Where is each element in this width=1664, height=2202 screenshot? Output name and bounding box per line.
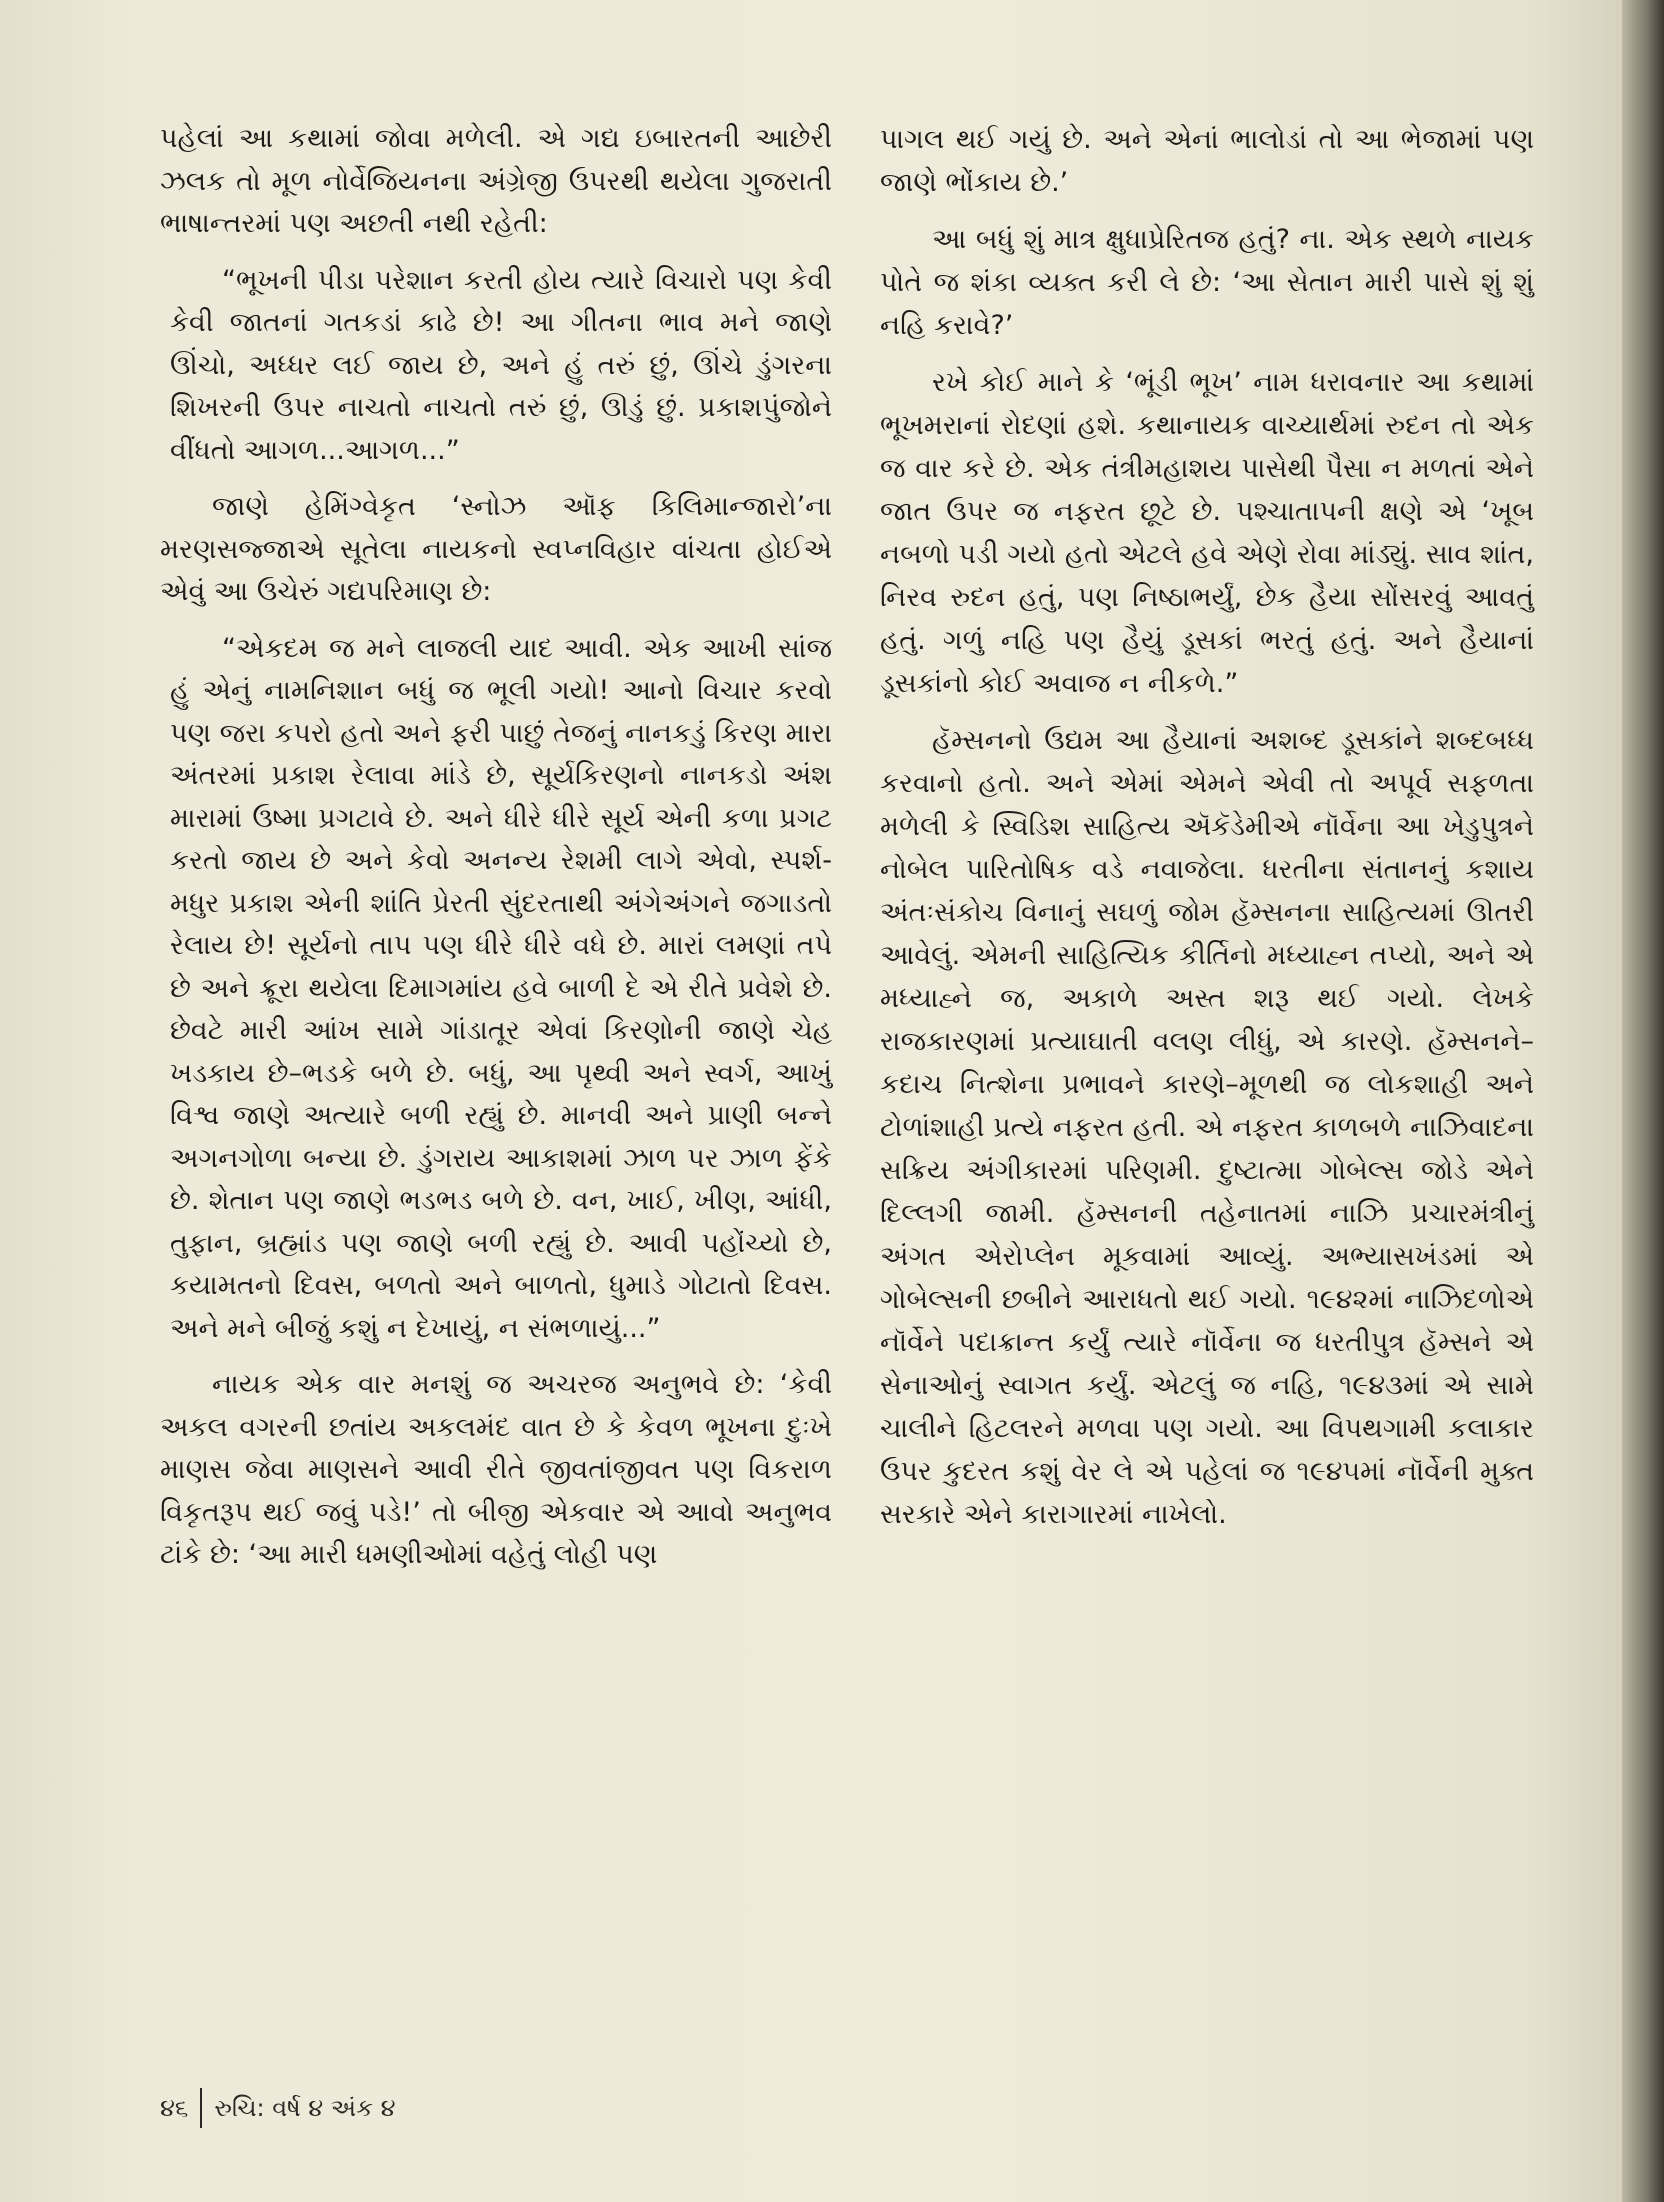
- paragraph: હૅમ્સનનો ઉદ્યમ આ હૈયાનાં અશબ્દ ડૂસકાંને શબ્દબધ્ધ કરવાનો હતો. અને એમાં એમને એવી તો અપૂર્વ સફળતા મળેલી કે સ્વિડિશ સાહિત્ય ઍકૅડેમીએ નૉર્વેના આ ખેડુપુત્રને નોબેલ પારિતોષિક વડે નવાજેલા. ધરતીના સંતાનનું કશાય અંતઃસંકોચ વિનાનું સઘળું જોમ હૅમ્સનના સાહિત્યમાં ઊતરી આવેલું. એમની સાહિત્યિક કીર્તિનો મધ્યાહ્ન તપ્યો, અને એ મધ્યાહ્ને જ, અકાળે અસ્ત શરૂ થઈ ગયો. લેખકે રાજકારણમાં પ્રત્યાઘાતી વલણ લીધું, એ કારણે. હૅમ્સનને–કદાચ નિત્શેના પ્રભાવને કારણે–મૂળથી જ લોકશાહી અને ટોળાંશાહી પ્રત્યે નફરત હતી. એ નફરત કાળબળે નાઝિવાદના સક્રિય અંગીકારમાં પરિણમી. દુષ્ટાત્મા ગોબેલ્સ જોડે એને દિલ્લગી જામી. હૅમ્સનની તહેનાતમાં નાઝિ પ્રચારમંત્રીનું અંગત એરોપ્લેન મૂકવામાં આવ્યું. અભ્યાસખંડમાં એ ગોબેલ્સની છબીને આરાધતો થઈ ગયો. ૧૯૪૨માં નાઝિદળોએ નૉર્વેને પદાક્રાન્ત કર્યું ત્યારે નૉર્વેના જ ધરતીપુત્ર હૅમ્સને એ સેનાઓનું સ્વાગત કર્યું. એટલું જ નહિ, ૧૯૪૩માં એ સામે ચાલીને હિટલરને મળવા પણ ગયો. આ વિપથગામી કલાકાર ઉપર કુદરત કશું વેર લે એ પહેલાં જ ૧૯૪૫માં નૉર્વેની મુક્ત સરકારે એને કારાગારમાં નાખેલો.: [880, 725, 1534, 1530]
- quote-paragraph: “ભૂખની પીડા પરેશાન કરતી હોય ત્યારે વિચારો પણ કેવી કેવી જાતનાં ગતકડાં કાઢે છે! આ ગીતના ભાવ મને જાણે ઊંચો, અધ્ધર લઈ જાય છે, અને હું તરું છું, ઊંચે ડુંગરના શિખરની ઉપર નાચતો નાચતો તરું છું, ઊડું છું. પ્રકાશપુંજોને વીંધતો આગળ...આગળ...”: [170, 264, 832, 466]
- paragraph: આ બધું શું માત્ર ક્ષુધાપ્રેરિતજ હતું? ના. એક સ્થળે નાયક પોતે જ શંકા વ્યક્ત કરી લે છે: ‘આ સેતાન મારી પાસે શું શું નહિ કરાવે?’: [880, 224, 1534, 341]
- book-spine-shadow: [1622, 0, 1664, 2202]
- paragraph: રખે કોઈ માને કે ‘ભૂંડી ભૂખ’ નામ ધરાવનાર આ કથામાં ભૂખમરાનાં રોદણાં હશે. કથાનાયક વાચ્યાર્થમાં રુદન તો એક જ વાર કરે છે. એક તંત્રીમહાશય પાસેથી પૈસા ન મળતાં એને જાત ઉપર જ નફરત છૂટે છે. પશ્ચાતાપની ક્ષણે એ ‘ખૂબ નબળો પડી ગયો હતો એટલે હવે એણે રોવા માંડ્યું. સાવ શાંત, નિરવ રુદન હતું, પણ નિષ્ઠાભર્યું, છેક હૈયા સોંસરવું આવતું હતું. ગળું નહિ પણ હૈયું ડૂસકાં ભરતું હતું. અને હૈયાનાં ડૂસકાંનો કોઈ અવાજ ન નીકળે.”: [880, 367, 1534, 699]
- quote-paragraph: “એકદમ જ મને લાજલી યાદ આવી. એક આખી સાંજ હું એનું નામનિશાન બધું જ ભૂલી ગયો! આનો વિચાર કરવો પણ જરા કપરો હતો અને ફરી પાછું તેજનું નાનકડું કિરણ મારા અંતરમાં પ્રકાશ રેલાવા માંડે છે, સૂર્યકિરણનો નાનકડો અંશ મારામાં ઉષ્મા પ્રગટાવે છે. અને ધીરે ધીરે સૂર્ય એની કળા પ્રગટ કરતો જાય છે અને કેવો અનન્ય રેશમી લાગે એવો, સ્પર્શ-મધુર પ્રકાશ એની શાંતિ પ્રેરતી સુંદરતાથી અંગેઅંગને જગાડતો રેલાય છે! સૂર્યનો તાપ પણ ધીરે ધીરે વધે છે. મારાં લમણાં તપે છે અને ક્રૂરા થયેલા દિમાગમાંય હવે બાળી દે એ રીતે પ્રવેશે છે. છેવટે મારી આંખ સામે ગાંડાતૂર એવાં કિરણોની જાણે ચેહ ખડકાય છે–ભડકે બળે છે. બધું, આ પૃથ્વી અને સ્વર્ગ, આખું વિશ્વ જાણે અત્યારે બળી રહ્યું છે. માનવી અને પ્રાણી બન્ને અગનગોળા બન્યા છે. ડુંગરાય આકાશમાં ઝાળ પર ઝાળ ફેંકે છે. શેતાન પણ જાણે ભડભડ બળે છે. વન, ખાઈ, ખીણ, આંધી, તુફાન, બ્રહ્માંડ પણ જાણે બળી રહ્યું છે. આવી પહોંચ્યો છે, કયામતનો દિવસ, બળતો અને બાળતો, ધુમાડે ગોટાતો દિવસ. અને મને બીજું કશું ન દેખાયું, ન સંભળાયું...”: [170, 632, 832, 1344]
- right-column: [880, 118, 1534, 1550]
- page-footer: [160, 2088, 396, 2128]
- paragraph: જાણે હેમિંગ્વેકૃત ‘સ્નોઝ ઑફ કિલિમાન્જારો’ના મરણસજ્જાએ સૂતેલા નાયકનો સ્વપ્નવિહાર વાંચતા હોઈએ એવું આ ઉચેરું ગદ્યપરિમાણ છે:: [160, 491, 832, 607]
- footer-divider: [200, 2088, 202, 2128]
- journal-issue: રુચિ: વર્ષ ૪ અંક ૪: [214, 2094, 396, 2122]
- paragraph: પાગલ થઈ ગયું છે. અને એનાં ભાલોડાં તો આ ભેજામાં પણ જાણે ભોંકાય છે.’: [880, 124, 1534, 198]
- paragraph: નાયક એક વાર મનશું જ અચરજ અનુભવે છે: ‘કેવી અકલ વગરની છતાંય અકલમંદ વાત છે કે કેવળ ભૂખના દુઃખે માણસ જેવા માણસને આવી રીતે જીવતાંજીવત પણ વિકરાળ વિકૃતરૂપ થઈ જવું પડે!’ તો બીજી એકવાર એ આવો અનુભવ ટાંકે છે: ‘આ મારી ધમણીઓમાં વહેતું લોહી પણ: [160, 1369, 832, 1570]
- page-number: ૪૬: [160, 2094, 189, 2122]
- left-column: [160, 118, 832, 1591]
- paragraph: પહેલાં આ કથામાં જોવા મળેલી. એ ગદ્ય ઇબારતની આછેરી ઝલક તો મૂળ નોર્વેજિયનના અંગ્રેજી ઉપરથી થયેલા ગુજરાતી ભાષાન્તરમાં પણ અછતી નથી રહેતી:: [160, 123, 832, 239]
